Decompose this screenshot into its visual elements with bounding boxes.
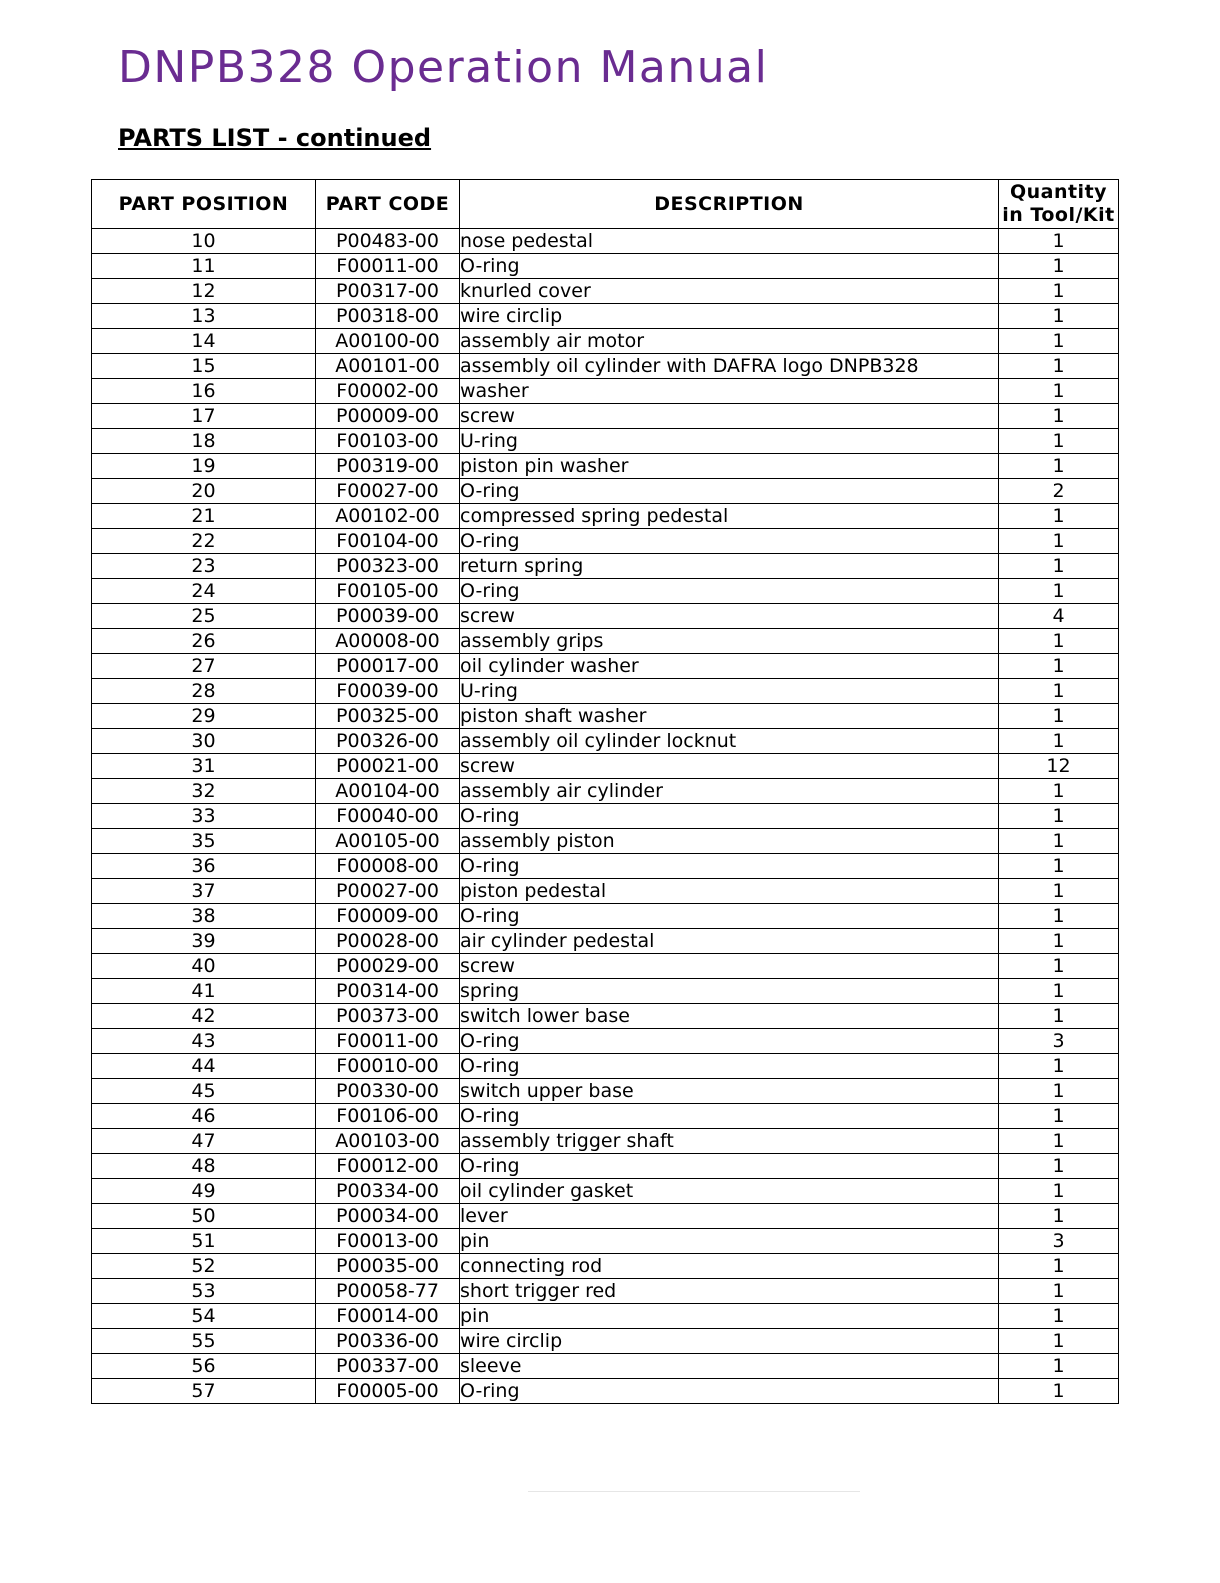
quantity-cell: 1 bbox=[999, 529, 1119, 554]
quantity-cell: 1 bbox=[999, 629, 1119, 654]
description-cell: pin bbox=[460, 1304, 999, 1329]
part-position-cell: 29 bbox=[92, 704, 316, 729]
table-row bbox=[92, 254, 1119, 279]
part-position-cell: 43 bbox=[92, 1029, 316, 1054]
quantity-cell: 1 bbox=[999, 1129, 1119, 1154]
quantity-cell: 1 bbox=[999, 1079, 1119, 1104]
quantity-cell: 1 bbox=[999, 254, 1119, 279]
quantity-cell: 1 bbox=[999, 654, 1119, 679]
description-cell: washer bbox=[460, 379, 999, 404]
part-code-cell: P00319-00 bbox=[316, 454, 460, 479]
table-row bbox=[92, 929, 1119, 954]
quantity-cell: 1 bbox=[999, 1379, 1119, 1404]
part-position-cell: 54 bbox=[92, 1304, 316, 1329]
table-row bbox=[92, 854, 1119, 879]
quantity-cell: 1 bbox=[999, 929, 1119, 954]
quantity-cell: 1 bbox=[999, 1254, 1119, 1279]
part-position-cell: 52 bbox=[92, 1254, 316, 1279]
description-cell: piston shaft washer bbox=[460, 704, 999, 729]
quantity-cell: 1 bbox=[999, 504, 1119, 529]
description-cell: switch lower base bbox=[460, 1004, 999, 1029]
description-cell: O-ring bbox=[460, 529, 999, 554]
description-cell: U-ring bbox=[460, 679, 999, 704]
description-cell: nose pedestal bbox=[460, 229, 999, 254]
quantity-cell: 1 bbox=[999, 229, 1119, 254]
description-cell: O-ring bbox=[460, 1054, 999, 1079]
page-title: DNPB328 Operation Manual bbox=[118, 42, 769, 93]
part-code-cell: P00336-00 bbox=[316, 1329, 460, 1354]
description-cell: compressed spring pedestal bbox=[460, 504, 999, 529]
table-row bbox=[92, 1229, 1119, 1254]
header-quantity: Quantity in Tool/Kit bbox=[999, 180, 1119, 229]
description-cell: O-ring bbox=[460, 254, 999, 279]
table-row bbox=[92, 879, 1119, 904]
description-cell: sleeve bbox=[460, 1354, 999, 1379]
part-position-cell: 32 bbox=[92, 779, 316, 804]
quantity-cell: 1 bbox=[999, 1279, 1119, 1304]
quantity-cell: 1 bbox=[999, 554, 1119, 579]
part-code-cell: F00009-00 bbox=[316, 904, 460, 929]
table-row bbox=[92, 804, 1119, 829]
table-row bbox=[92, 679, 1119, 704]
part-position-cell: 33 bbox=[92, 804, 316, 829]
part-position-cell: 50 bbox=[92, 1204, 316, 1229]
table-row bbox=[92, 554, 1119, 579]
part-code-cell: A00100-00 bbox=[316, 329, 460, 354]
part-position-cell: 10 bbox=[92, 229, 316, 254]
part-position-cell: 13 bbox=[92, 304, 316, 329]
part-code-cell: F00039-00 bbox=[316, 679, 460, 704]
part-code-cell: F00104-00 bbox=[316, 529, 460, 554]
table-row bbox=[92, 1304, 1119, 1329]
table-row bbox=[92, 329, 1119, 354]
part-position-cell: 19 bbox=[92, 454, 316, 479]
quantity-cell: 1 bbox=[999, 829, 1119, 854]
part-code-cell: F00008-00 bbox=[316, 854, 460, 879]
description-cell: pin bbox=[460, 1229, 999, 1254]
table-row bbox=[92, 604, 1119, 629]
part-code-cell: F00103-00 bbox=[316, 429, 460, 454]
table-row bbox=[92, 954, 1119, 979]
part-code-cell: P00337-00 bbox=[316, 1354, 460, 1379]
table-row bbox=[92, 1204, 1119, 1229]
quantity-cell: 1 bbox=[999, 1329, 1119, 1354]
part-position-cell: 24 bbox=[92, 579, 316, 604]
description-cell: assembly oil cylinder locknut bbox=[460, 729, 999, 754]
part-position-cell: 40 bbox=[92, 954, 316, 979]
part-code-cell: P00029-00 bbox=[316, 954, 460, 979]
table-row bbox=[92, 304, 1119, 329]
part-code-cell: F00040-00 bbox=[316, 804, 460, 829]
part-position-cell: 26 bbox=[92, 629, 316, 654]
table-row bbox=[92, 1154, 1119, 1179]
part-position-cell: 44 bbox=[92, 1054, 316, 1079]
table-row bbox=[92, 629, 1119, 654]
part-code-cell: P00318-00 bbox=[316, 304, 460, 329]
description-cell: piston pin washer bbox=[460, 454, 999, 479]
header-part-code: PART CODE bbox=[316, 180, 460, 229]
quantity-cell: 1 bbox=[999, 679, 1119, 704]
part-code-cell: F00105-00 bbox=[316, 579, 460, 604]
header-description: DESCRIPTION bbox=[460, 180, 999, 229]
part-code-cell: P00483-00 bbox=[316, 229, 460, 254]
quantity-cell: 12 bbox=[999, 754, 1119, 779]
part-position-cell: 56 bbox=[92, 1354, 316, 1379]
table-row bbox=[92, 379, 1119, 404]
quantity-cell: 1 bbox=[999, 904, 1119, 929]
table-row bbox=[92, 754, 1119, 779]
table-header-row bbox=[92, 180, 1119, 229]
part-code-cell: P00034-00 bbox=[316, 1204, 460, 1229]
quantity-cell: 1 bbox=[999, 854, 1119, 879]
part-code-cell: F00005-00 bbox=[316, 1379, 460, 1404]
part-position-cell: 21 bbox=[92, 504, 316, 529]
quantity-cell: 1 bbox=[999, 1179, 1119, 1204]
part-position-cell: 53 bbox=[92, 1279, 316, 1304]
description-cell: screw bbox=[460, 754, 999, 779]
part-position-cell: 51 bbox=[92, 1229, 316, 1254]
description-cell: oil cylinder washer bbox=[460, 654, 999, 679]
quantity-cell: 1 bbox=[999, 1004, 1119, 1029]
table-row bbox=[92, 529, 1119, 554]
description-cell: switch upper base bbox=[460, 1079, 999, 1104]
table-row bbox=[92, 1029, 1119, 1054]
part-position-cell: 55 bbox=[92, 1329, 316, 1354]
part-position-cell: 15 bbox=[92, 354, 316, 379]
table-row bbox=[92, 1129, 1119, 1154]
description-cell: O-ring bbox=[460, 1104, 999, 1129]
quantity-cell: 1 bbox=[999, 404, 1119, 429]
quantity-cell: 1 bbox=[999, 1304, 1119, 1329]
table-row bbox=[92, 579, 1119, 604]
description-cell: U-ring bbox=[460, 429, 999, 454]
part-code-cell: P00317-00 bbox=[316, 279, 460, 304]
table-row bbox=[92, 1079, 1119, 1104]
quantity-cell: 1 bbox=[999, 379, 1119, 404]
quantity-cell: 1 bbox=[999, 304, 1119, 329]
description-cell: screw bbox=[460, 604, 999, 629]
part-code-cell: F00011-00 bbox=[316, 254, 460, 279]
part-code-cell: A00105-00 bbox=[316, 829, 460, 854]
description-cell: spring bbox=[460, 979, 999, 1004]
table-row bbox=[92, 729, 1119, 754]
table-row bbox=[92, 1379, 1119, 1404]
table-row bbox=[92, 704, 1119, 729]
part-code-cell: F00027-00 bbox=[316, 479, 460, 504]
part-code-cell: P00330-00 bbox=[316, 1079, 460, 1104]
description-cell: assembly air cylinder bbox=[460, 779, 999, 804]
part-position-cell: 28 bbox=[92, 679, 316, 704]
quantity-cell: 1 bbox=[999, 879, 1119, 904]
description-cell: assembly trigger shaft bbox=[460, 1129, 999, 1154]
part-position-cell: 14 bbox=[92, 329, 316, 354]
table-row bbox=[92, 354, 1119, 379]
part-code-cell: P00021-00 bbox=[316, 754, 460, 779]
part-position-cell: 45 bbox=[92, 1079, 316, 1104]
description-cell: O-ring bbox=[460, 1029, 999, 1054]
table-row bbox=[92, 279, 1119, 304]
part-code-cell: F00002-00 bbox=[316, 379, 460, 404]
part-position-cell: 16 bbox=[92, 379, 316, 404]
part-code-cell: P00027-00 bbox=[316, 879, 460, 904]
part-position-cell: 39 bbox=[92, 929, 316, 954]
part-code-cell: A00103-00 bbox=[316, 1129, 460, 1154]
part-position-cell: 41 bbox=[92, 979, 316, 1004]
description-cell: lever bbox=[460, 1204, 999, 1229]
quantity-cell: 1 bbox=[999, 354, 1119, 379]
part-position-cell: 42 bbox=[92, 1004, 316, 1029]
part-code-cell: A00104-00 bbox=[316, 779, 460, 804]
part-code-cell: A00101-00 bbox=[316, 354, 460, 379]
part-code-cell: A00008-00 bbox=[316, 629, 460, 654]
quantity-cell: 1 bbox=[999, 454, 1119, 479]
description-cell: wire circlip bbox=[460, 304, 999, 329]
quantity-cell: 1 bbox=[999, 979, 1119, 1004]
quantity-cell: 3 bbox=[999, 1029, 1119, 1054]
quantity-cell: 3 bbox=[999, 1229, 1119, 1254]
quantity-cell: 1 bbox=[999, 579, 1119, 604]
part-code-cell: P00028-00 bbox=[316, 929, 460, 954]
description-cell: O-ring bbox=[460, 1154, 999, 1179]
part-code-cell: P00314-00 bbox=[316, 979, 460, 1004]
section-heading: PARTS LIST - continued bbox=[118, 124, 432, 152]
description-cell: O-ring bbox=[460, 804, 999, 829]
description-cell: oil cylinder gasket bbox=[460, 1179, 999, 1204]
part-position-cell: 27 bbox=[92, 654, 316, 679]
description-cell: air cylinder pedestal bbox=[460, 929, 999, 954]
description-cell: assembly air motor bbox=[460, 329, 999, 354]
description-cell: screw bbox=[460, 404, 999, 429]
table-row bbox=[92, 779, 1119, 804]
part-position-cell: 37 bbox=[92, 879, 316, 904]
part-code-cell: P00373-00 bbox=[316, 1004, 460, 1029]
table-row bbox=[92, 454, 1119, 479]
part-code-cell: A00102-00 bbox=[316, 504, 460, 529]
table-row bbox=[92, 1104, 1119, 1129]
description-cell: O-ring bbox=[460, 579, 999, 604]
quantity-cell: 1 bbox=[999, 729, 1119, 754]
part-position-cell: 25 bbox=[92, 604, 316, 629]
part-position-cell: 20 bbox=[92, 479, 316, 504]
quantity-cell: 1 bbox=[999, 1154, 1119, 1179]
part-position-cell: 11 bbox=[92, 254, 316, 279]
description-cell: O-ring bbox=[460, 854, 999, 879]
part-code-cell: F00012-00 bbox=[316, 1154, 460, 1179]
part-code-cell: P00323-00 bbox=[316, 554, 460, 579]
table-row bbox=[92, 654, 1119, 679]
description-cell: assembly piston bbox=[460, 829, 999, 854]
table-row bbox=[92, 1179, 1119, 1204]
part-code-cell: P00035-00 bbox=[316, 1254, 460, 1279]
table-row bbox=[92, 1354, 1119, 1379]
description-cell: O-ring bbox=[460, 479, 999, 504]
part-position-cell: 30 bbox=[92, 729, 316, 754]
table-row bbox=[92, 429, 1119, 454]
description-cell: screw bbox=[460, 954, 999, 979]
quantity-cell: 1 bbox=[999, 779, 1119, 804]
part-code-cell: P00017-00 bbox=[316, 654, 460, 679]
part-code-cell: F00106-00 bbox=[316, 1104, 460, 1129]
part-code-cell: F00013-00 bbox=[316, 1229, 460, 1254]
table-row bbox=[92, 1329, 1119, 1354]
part-position-cell: 49 bbox=[92, 1179, 316, 1204]
parts-table-body bbox=[92, 229, 1119, 1404]
part-position-cell: 17 bbox=[92, 404, 316, 429]
part-position-cell: 48 bbox=[92, 1154, 316, 1179]
part-position-cell: 47 bbox=[92, 1129, 316, 1154]
table-row bbox=[92, 1279, 1119, 1304]
part-position-cell: 22 bbox=[92, 529, 316, 554]
table-row bbox=[92, 404, 1119, 429]
table-row bbox=[92, 979, 1119, 1004]
table-row bbox=[92, 829, 1119, 854]
description-cell: connecting rod bbox=[460, 1254, 999, 1279]
table-row bbox=[92, 1054, 1119, 1079]
table-row bbox=[92, 904, 1119, 929]
description-cell: return spring bbox=[460, 554, 999, 579]
description-cell: O-ring bbox=[460, 1379, 999, 1404]
quantity-cell: 2 bbox=[999, 479, 1119, 504]
part-position-cell: 18 bbox=[92, 429, 316, 454]
part-position-cell: 12 bbox=[92, 279, 316, 304]
quantity-cell: 1 bbox=[999, 804, 1119, 829]
table-row bbox=[92, 1254, 1119, 1279]
quantity-cell: 1 bbox=[999, 329, 1119, 354]
part-code-cell: P00326-00 bbox=[316, 729, 460, 754]
description-cell: piston pedestal bbox=[460, 879, 999, 904]
part-code-cell: P00325-00 bbox=[316, 704, 460, 729]
part-code-cell: P00058-77 bbox=[316, 1279, 460, 1304]
part-position-cell: 23 bbox=[92, 554, 316, 579]
part-code-cell: F00010-00 bbox=[316, 1054, 460, 1079]
part-position-cell: 57 bbox=[92, 1379, 316, 1404]
footer-divider bbox=[528, 1491, 860, 1492]
part-position-cell: 35 bbox=[92, 829, 316, 854]
quantity-cell: 1 bbox=[999, 704, 1119, 729]
description-cell: wire circlip bbox=[460, 1329, 999, 1354]
table-row bbox=[92, 479, 1119, 504]
table-row bbox=[92, 1004, 1119, 1029]
parts-table bbox=[91, 179, 1119, 1404]
quantity-cell: 1 bbox=[999, 279, 1119, 304]
description-cell: assembly grips bbox=[460, 629, 999, 654]
description-cell: short trigger red bbox=[460, 1279, 999, 1304]
description-cell: knurled cover bbox=[460, 279, 999, 304]
part-code-cell: F00011-00 bbox=[316, 1029, 460, 1054]
part-position-cell: 36 bbox=[92, 854, 316, 879]
description-cell: O-ring bbox=[460, 904, 999, 929]
description-cell: assembly oil cylinder with DAFRA logo DNPB328 bbox=[460, 354, 999, 379]
quantity-cell: 1 bbox=[999, 1104, 1119, 1129]
part-position-cell: 46 bbox=[92, 1104, 316, 1129]
quantity-cell: 1 bbox=[999, 1354, 1119, 1379]
table-row bbox=[92, 504, 1119, 529]
part-code-cell: P00334-00 bbox=[316, 1179, 460, 1204]
part-code-cell: P00039-00 bbox=[316, 604, 460, 629]
quantity-cell: 1 bbox=[999, 1054, 1119, 1079]
part-position-cell: 31 bbox=[92, 754, 316, 779]
part-code-cell: F00014-00 bbox=[316, 1304, 460, 1329]
part-code-cell: P00009-00 bbox=[316, 404, 460, 429]
quantity-cell: 1 bbox=[999, 1204, 1119, 1229]
quantity-cell: 1 bbox=[999, 954, 1119, 979]
quantity-cell: 1 bbox=[999, 429, 1119, 454]
header-part-position: PART POSITION bbox=[92, 180, 316, 229]
quantity-cell: 4 bbox=[999, 604, 1119, 629]
table-row bbox=[92, 229, 1119, 254]
part-position-cell: 38 bbox=[92, 904, 316, 929]
